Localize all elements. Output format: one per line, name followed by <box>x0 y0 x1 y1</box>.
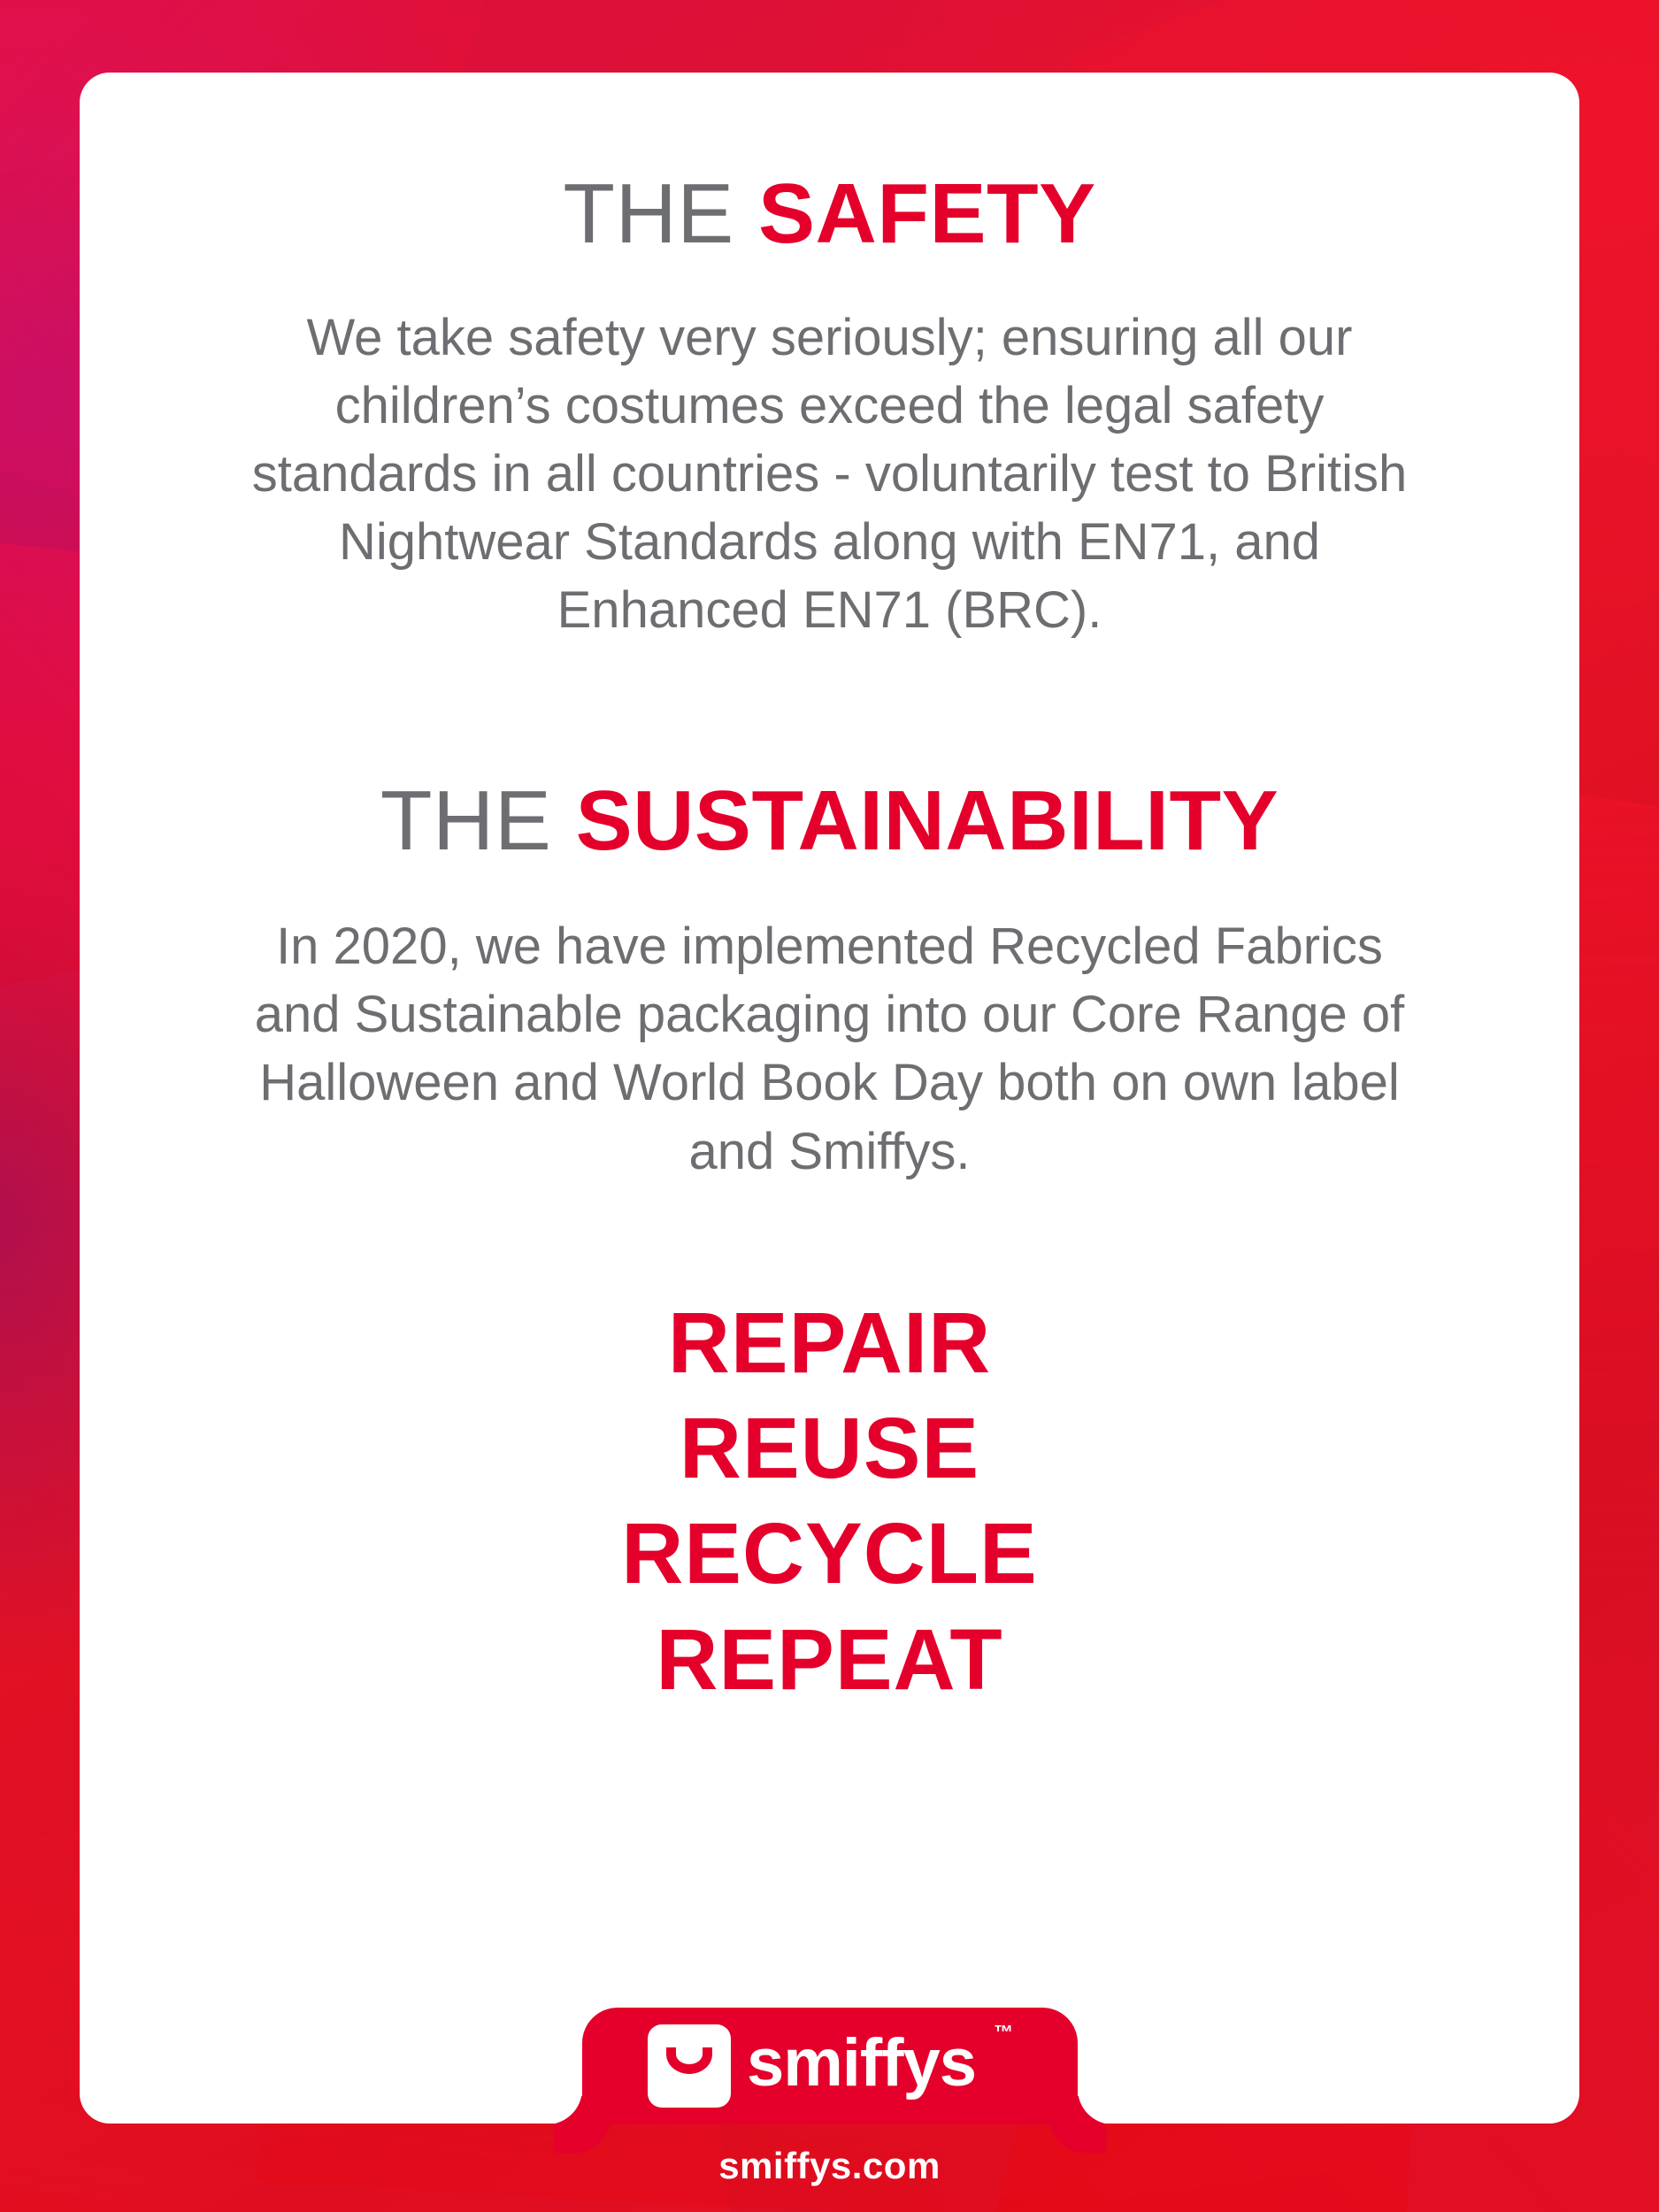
content-card <box>80 73 1579 2124</box>
slogan-line-reuse: REUSE <box>679 1400 980 1497</box>
brand-wordmark: smiffys <box>746 2025 977 2101</box>
slogan-line-repair: REPAIR <box>667 1294 992 1391</box>
safety-heading <box>159 166 1500 261</box>
smile-glyph <box>666 2047 712 2074</box>
safety-heading-light: THE <box>563 166 758 261</box>
smiffys-smile-icon <box>648 2024 731 2108</box>
sustainability-heading-light: THE <box>380 773 576 869</box>
sustainability-heading-bold: SUSTAINABILITY <box>575 773 1279 869</box>
slogan-block <box>159 1290 1500 1712</box>
slogan-line-recycle: RECYCLE <box>621 1505 1038 1602</box>
safety-body-text: We take safety very seriously; ensuring all our children’s costumes exceed the legal safety standards in all countries - voluntarily test to British Nightwear Standards along with EN71, and Enhanced EN71 (BRC). <box>251 308 1408 640</box>
safety-heading-bold: SAFETY <box>757 166 1096 261</box>
trademark-symbol: ™ <box>994 2021 1014 2043</box>
brand-logo-tab <box>582 2008 1078 2124</box>
website-url[interactable]: smiffys.com <box>718 2145 941 2186</box>
slogan-line-repeat: REPEAT <box>656 1610 1003 1708</box>
sustainability-body-text: In 2020, we have implemented Recycled Fabrics and Sustainable packaging into our Core Range of Halloween and World Book Day both on own label and Smiffys. <box>254 918 1405 1180</box>
section-spacer <box>159 644 1500 777</box>
sustainability-heading <box>159 773 1500 869</box>
